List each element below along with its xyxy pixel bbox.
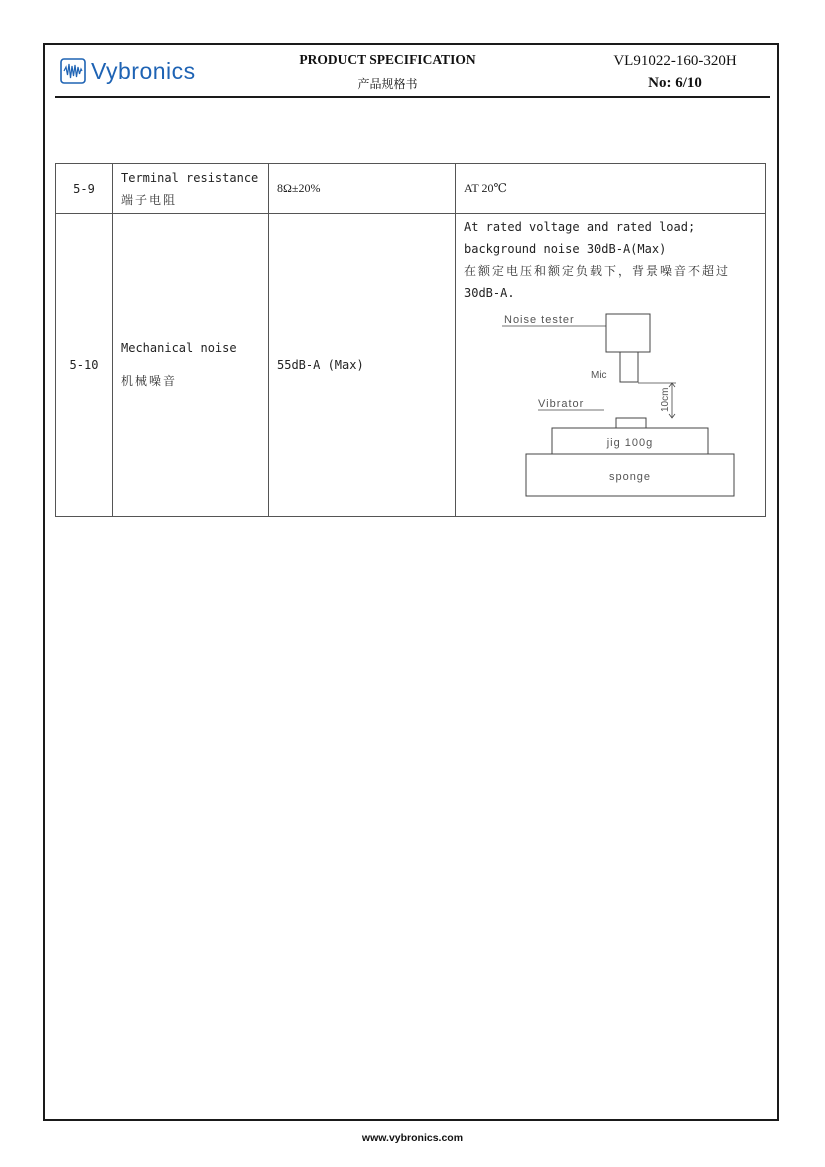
noise-tester-box: [606, 314, 650, 352]
header-divider: [55, 96, 770, 98]
condition-line: 在额定电压和额定负载下，背景噪音不超过: [464, 264, 731, 278]
noise-tester-label: Noise tester: [504, 314, 575, 326]
item-spec: 55dB-A (Max): [269, 214, 456, 517]
item-spec: 8Ω±20%: [269, 164, 456, 214]
page-number-value: 6/10: [675, 75, 702, 91]
document-title: PRODUCT SPECIFICATION: [299, 52, 476, 67]
item-number: 5-10: [56, 214, 113, 517]
condition-line: AT 20℃: [464, 181, 507, 195]
noise-test-diagram: [464, 312, 754, 508]
distance-label: 10cm: [660, 387, 671, 412]
jig-label: jig 100g: [606, 437, 654, 449]
page-number-label: No:: [648, 75, 672, 91]
item-name: [113, 164, 269, 214]
logo-text: Vybronics: [91, 57, 196, 84]
footer-website: www.vybronics.com: [361, 1132, 464, 1144]
item-name-cn: 端子电阻: [121, 192, 178, 207]
table-row: [56, 164, 766, 214]
table-row: [56, 214, 766, 517]
item-condition: [456, 164, 766, 214]
document-title-cn: 产品规格书: [357, 77, 418, 91]
document-id: VL91022-160-320H: [613, 53, 737, 69]
item-name: [113, 214, 269, 517]
condition-line: At rated voltage and rated load;: [464, 220, 696, 234]
specification-table: [55, 163, 766, 517]
vibrator-label: Vibrator: [538, 398, 585, 410]
item-condition: [456, 214, 766, 517]
company-logo: [60, 57, 196, 85]
vybronics-logo-icon: [60, 58, 86, 84]
condition-line: background noise 30dB-A(Max): [464, 242, 667, 256]
item-name-en: Terminal resistance: [121, 170, 259, 185]
condition-line: 30dB-A.: [464, 286, 515, 300]
item-name-cn: 机械噪音: [121, 374, 178, 388]
sponge-label: sponge: [608, 471, 652, 483]
mic-label: Mic: [591, 370, 607, 381]
mic-box: [620, 352, 638, 382]
item-number: 5-9: [56, 164, 113, 214]
vibrator-box: [616, 418, 646, 428]
item-name-en: Mechanical noise: [121, 341, 237, 355]
page-number: [590, 75, 760, 92]
